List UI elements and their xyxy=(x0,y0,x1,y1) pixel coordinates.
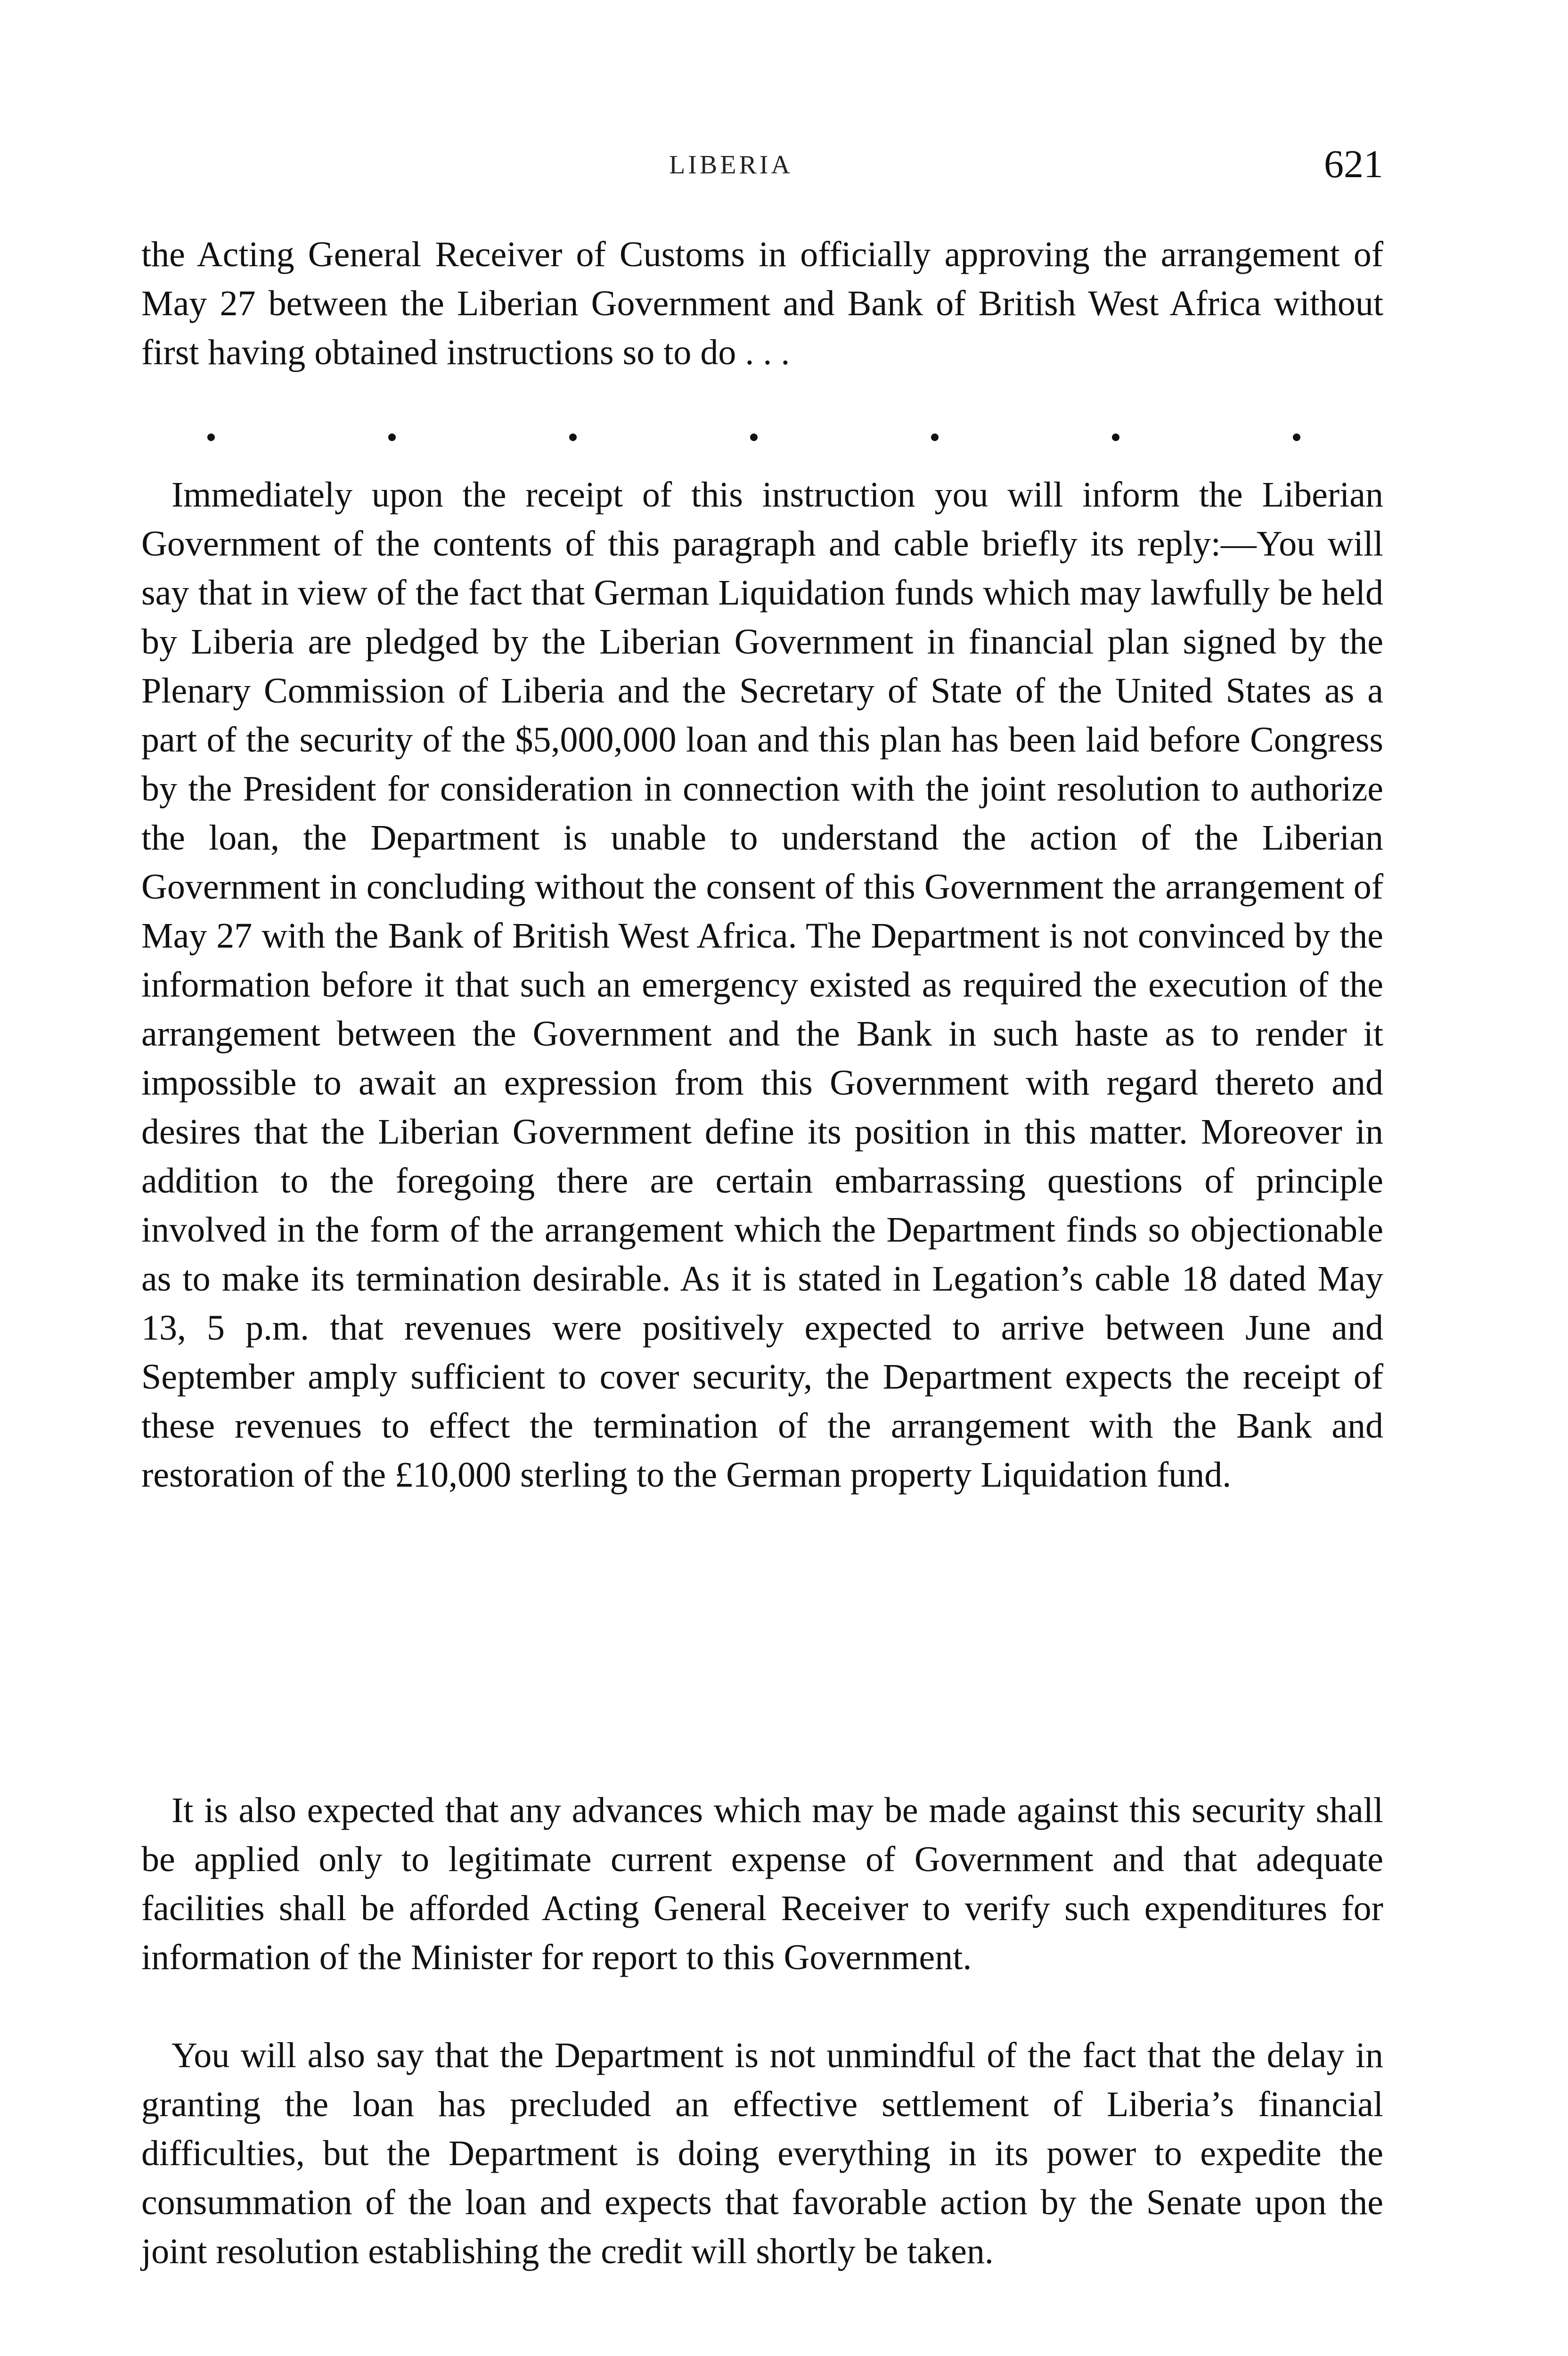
ellipsis-dot xyxy=(388,434,396,441)
ellipsis-dot xyxy=(1112,434,1119,441)
ellipsis-dot xyxy=(750,434,758,441)
ellipsis-dots xyxy=(207,434,1300,441)
running-head: LIBERIA xyxy=(669,150,793,180)
body-paragraph: You will also say that the Department is not unmindful of the fact that the delay in granting the loan has precluded an effective settlement of Liberia’s financial difficulties, but the Department is doing everything in its power to expedite the consummation of the loan and expects that favorable action by the Senate upon the joint resolution establishing the credit will shortly be taken. xyxy=(141,2036,1383,2271)
ellipsis-dot xyxy=(207,434,215,441)
body-paragraph: It is also expected that any advances which may be made against this security shall be applied only to legitimate current expense of Government and that adequate facilities shall be afforded Acting General Receiver to verify such expenditures for information of the Minister for report to this Government. xyxy=(141,1791,1383,1977)
ellipsis-dot xyxy=(931,434,939,441)
body-paragraph: Immediately upon the receipt of this instruction you will inform the Liberian Government of the contents of this paragraph and cable briefly its reply:—You will say that in view of the fact that German Liquidation funds which may lawfully be held by Liberia are pledged by the Liberian Government in financial plan signed by the Plenary Commission of Liberia and the Secretary of State of the United States as a part of the security of the $5,000,000 loan and this plan has been laid before Congress by the President for consideration in connection with the joint resolution to authorize the loan, the Department is unable to understand the action of the Liberian Government in concluding without the consent of this Government the arrangement of May 27 with the Bank of British West Africa. The Department is not convinced by the information before it that such an emergency existed as required the execution of the arrangement between the Government and the Bank in such haste as to render it impossible to await an expression from this Government with regard thereto and desires that the Liberian Government define its position in this matter. Moreover in addition to the foregoing there are certain embarrassing questions of principle involved in the form of the arrangement which the Department finds so objectionable as to make its termination desirable. As it is stated in Legation’s cable 18 dated May 13, 5 p.m. that revenues were positively expected to arrive between June and September amply sufficient to cover security, the Department expects the receipt of these revenues to effect the termination of the arrangement with the Bank and restoration of the £10,000 sterling to the German property Liquidation fund. xyxy=(141,475,1383,1495)
page-number: 621 xyxy=(1324,142,1383,186)
ellipsis-dot xyxy=(1293,434,1300,441)
continuation-paragraph: the Acting General Receiver of Customs in officially approving the arrangement of May 27 between the Liberian Government and Bank of British West Africa without first having obtained instructions so to do . . . xyxy=(141,235,1383,372)
ellipsis-dot xyxy=(569,434,577,441)
